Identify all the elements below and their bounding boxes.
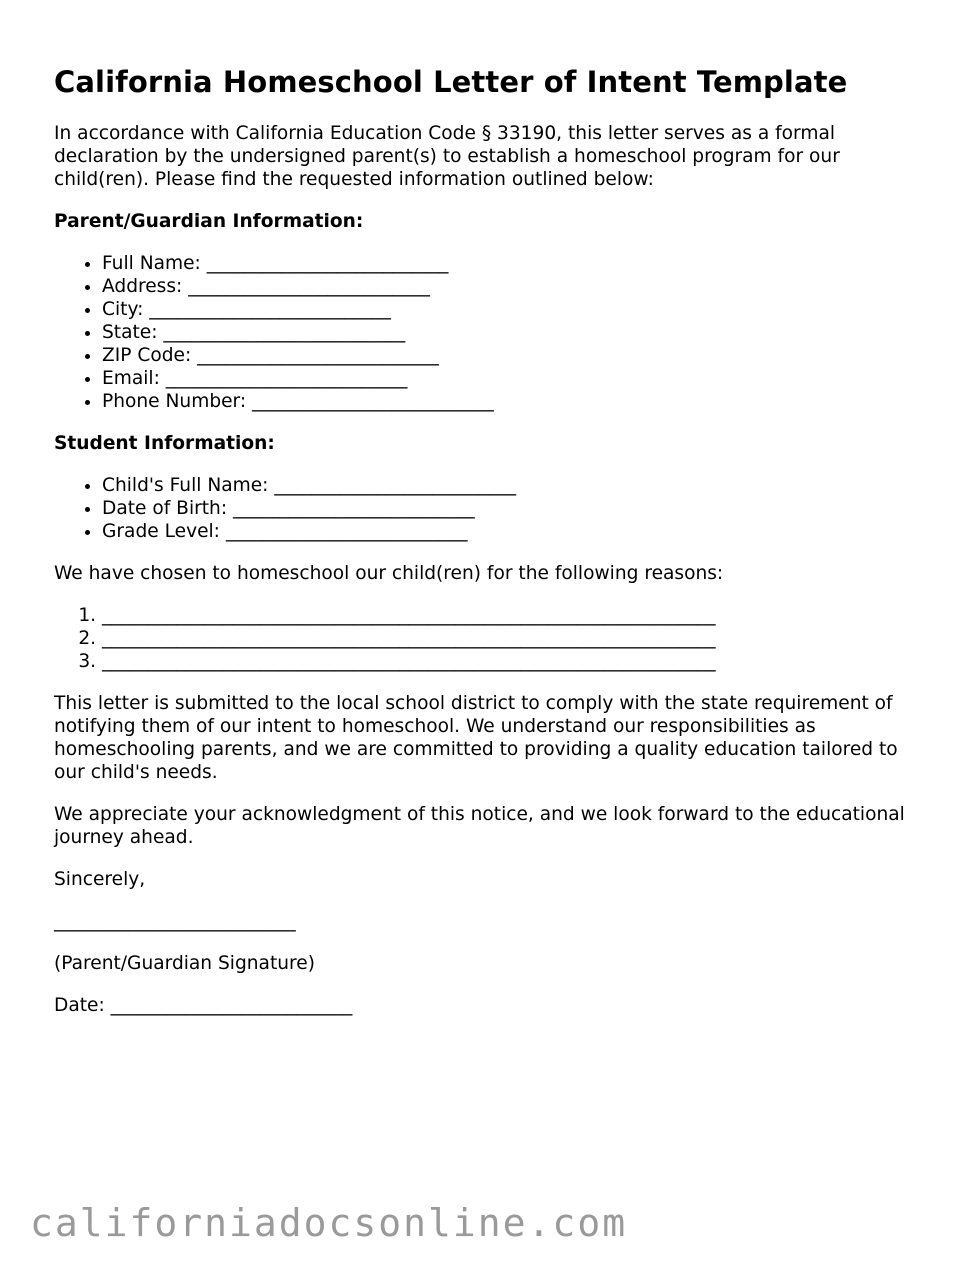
closing: Sincerely, xyxy=(54,869,146,890)
signature-line: __________________________ xyxy=(54,911,296,932)
parent-field-zip: • ZIP Code: __________________________ xyxy=(102,344,934,367)
signature-label: (Parent/Guardian Signature) xyxy=(54,953,315,974)
student-field-grade: • Grade Level: __________________________ xyxy=(102,520,934,543)
reasons-intro: We have chosen to homeschool our child(ren) for the following reasons: xyxy=(54,563,724,584)
parent-field-email: • Email: __________________________ xyxy=(102,367,934,390)
submission-paragraph: This letter is submitted to the local school district to comply with the state requirement of notifying them of our intent to homeschool. We understand our responsibilities as homeschooling parents, and we are committed to providing a quality education tailored to our child's needs. xyxy=(54,693,898,783)
document-title: California Homeschool Letter of Intent Template xyxy=(54,65,848,99)
student-fields-list xyxy=(54,474,934,543)
parent-field-city: • City: __________________________ xyxy=(102,298,934,321)
date-line: Date: __________________________ xyxy=(54,995,353,1016)
parent-section-heading: Parent/Guardian Information: xyxy=(54,211,364,232)
reason-item-2: 2. __________________________________________________________________ xyxy=(102,627,934,650)
reason-item-1: 1. __________________________________________________________________ xyxy=(102,604,934,627)
watermark: californiadocsonline.com xyxy=(30,1201,628,1245)
parent-field-address: • Address: __________________________ xyxy=(102,275,934,298)
student-field-dob: • Date of Birth: __________________________ xyxy=(102,497,934,520)
student-field-full-name: • Child's Full Name: __________________________ xyxy=(102,474,934,497)
parent-field-full-name: • Full Name: __________________________ xyxy=(102,252,934,275)
document-page xyxy=(54,62,934,1036)
parent-field-phone: • Phone Number: __________________________ xyxy=(102,390,934,413)
reason-item-3: 3. __________________________________________________________________ xyxy=(102,650,934,673)
student-section-heading: Student Information: xyxy=(54,433,275,454)
reasons-list xyxy=(54,604,934,673)
intro-paragraph: In accordance with California Education Code § 33190, this letter serves as a formal declaration by the undersigned parent(s) to establish a homeschool program for our child(ren). Please find the requested information outlined below: xyxy=(54,123,840,190)
parent-field-state: • State: __________________________ xyxy=(102,321,934,344)
appreciation-paragraph: We appreciate your acknowledgment of this notice, and we look forward to the educational journey ahead. xyxy=(54,804,905,848)
parent-fields-list xyxy=(54,252,934,413)
